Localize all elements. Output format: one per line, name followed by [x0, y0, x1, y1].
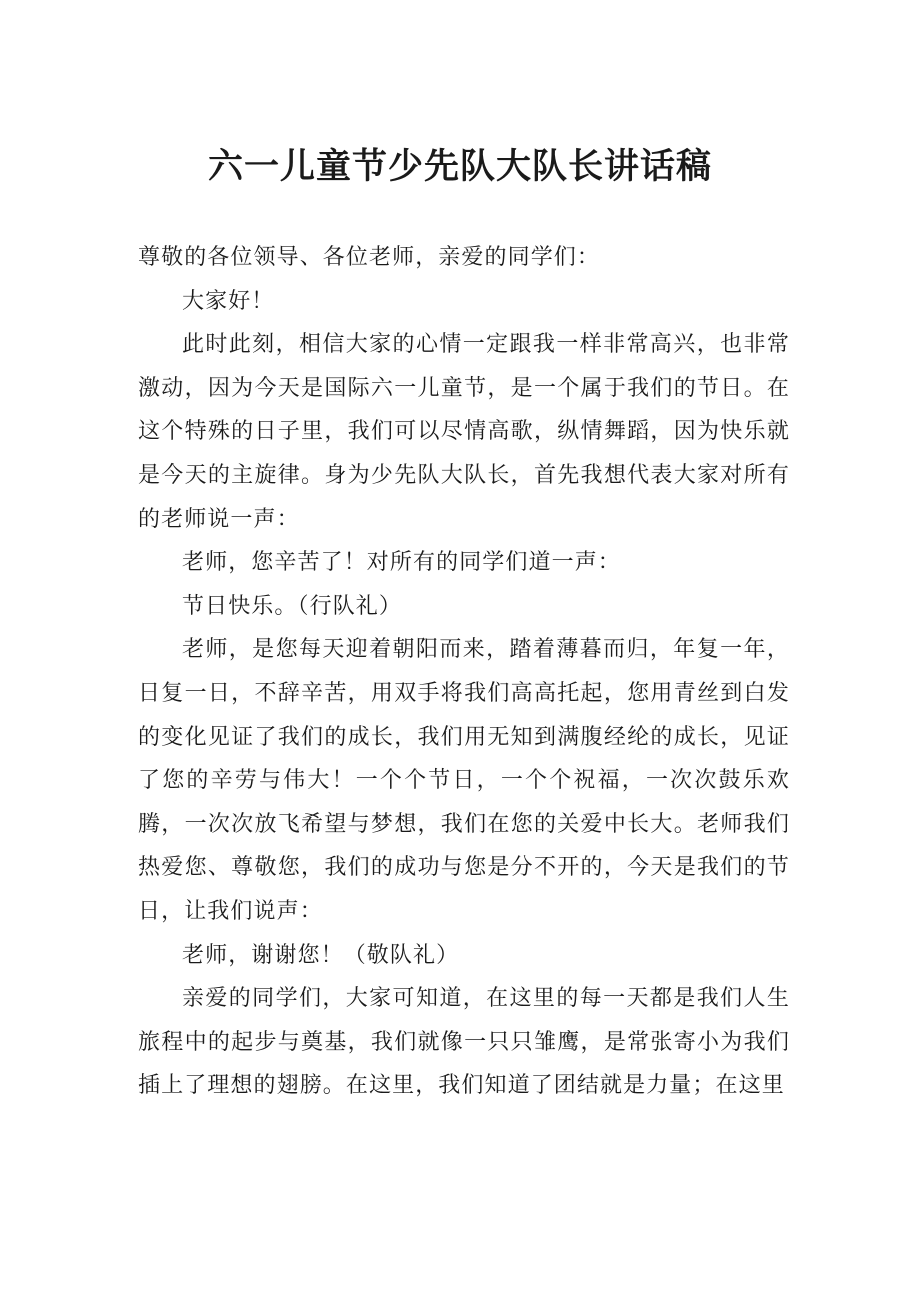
document-body: [138, 236, 790, 1108]
paragraph-salutation: 尊敬的各位领导、各位老师，亲爱的同学们：: [138, 245, 601, 270]
paragraph-thank-you: 老师，谢谢您！（敬队礼）: [182, 942, 460, 968]
paragraph-opening: 此时此刻，相信大家的心情一定跟我一样非常高兴，也非常激动，因为今天是国际六一儿童节，是一个属于我们的节日。在这个特殊的日子里，我们可以尽情高歌，纵情舞蹈，因为快乐就是今天的主旋律。身为少先队大队长，首先我想代表大家对所有的老师说一声：: [138, 332, 790, 532]
paragraph-holiday-wish: 节日快乐。（行队礼）: [182, 593, 403, 619]
paragraph-thanks-teachers: 老师，您辛苦了！对所有的同学们道一声：: [182, 550, 621, 576]
paragraph-classmates: 亲爱的同学们，大家可知道，在这里的每一天都是我们人生旅程中的起步与奠基，我们就像一只只雏鹰，是常张寄小为我们插上了理想的翅膀。在这里，我们知道了团结就是力量；在这里: [138, 986, 790, 1099]
paragraph-teacher-tribute: 老师，是您每天迎着朝阳而来，踏着薄暮而归，年复一年，日复一日，不辞辛苦，用双手将我们高高托起，您用青丝到白发的变化见证了我们的成长，我们用无知到满腹经纶的成长，见证了您的辛劳与伟大！一个个节日，一个个祝福，一次次鼓乐欢腾，一次次放飞希望与梦想，我们在您的关爱中长大。老师我们热爱您、尊敬您，我们的成功与您是分不开的，今天是我们的节日，让我们说声：: [138, 637, 790, 924]
document-title: 六一儿童节少先队大队长讲话稿: [207, 147, 712, 187]
paragraph-greeting: 大家好！: [182, 288, 275, 314]
